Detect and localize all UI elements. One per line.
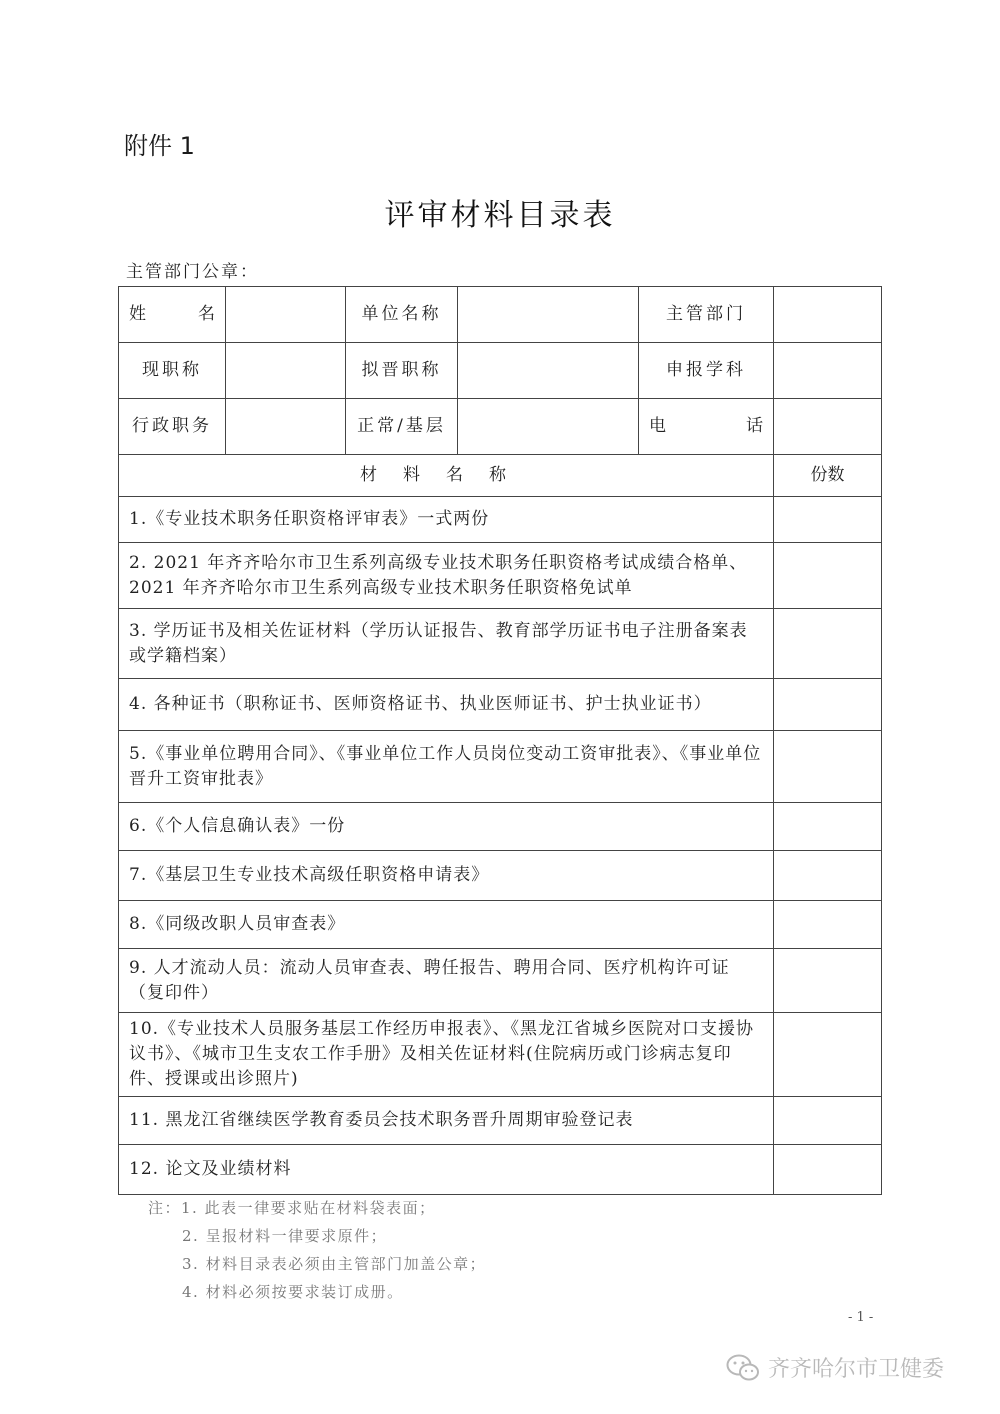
notes (148, 1194, 486, 1306)
current-title-label: 现职称 (119, 343, 226, 399)
table-row (119, 901, 882, 949)
copies-cell[interactable] (774, 731, 882, 803)
admin-post-value[interactable] (226, 399, 346, 455)
material-item: 1.《专业技术职务任职资格评审表》一式两份 (119, 497, 774, 543)
unit-name-label: 单位名称 (346, 287, 458, 343)
table-row (119, 851, 882, 901)
table-row (119, 1097, 882, 1145)
phone-value[interactable] (774, 399, 882, 455)
copies-cell[interactable] (774, 1013, 882, 1097)
copies-cell[interactable] (774, 1145, 882, 1195)
material-item: 9. 人才流动人员：流动人员审查表、聘任报告、聘用合同、医疗机构许可证（复印件） (119, 949, 774, 1013)
proposed-title-value[interactable] (458, 343, 639, 399)
materials-table (118, 286, 882, 1195)
note-line: 注：1. 此表一律要求贴在材料袋表面； (148, 1199, 436, 1217)
table-row (119, 497, 882, 543)
watermark-text: 齐齐哈尔市卫健委 (768, 1357, 945, 1382)
copies-cell[interactable] (774, 1097, 882, 1145)
table-row (119, 543, 882, 609)
table-row (119, 609, 882, 679)
material-item: 2. 2021 年齐齐哈尔市卫生系列高级专业技术职务任职资格考试成绩合格单、2021 年齐齐哈尔市卫生系列高级专业技术职务任职资格免试单 (119, 543, 774, 609)
supervising-dept-value[interactable] (774, 287, 882, 343)
supervising-dept-label: 主管部门 (639, 287, 774, 343)
copies-cell[interactable] (774, 851, 882, 901)
table-row (119, 1013, 882, 1097)
material-item: 8.《同级改职人员审查表》 (119, 901, 774, 949)
material-item: 3. 学历证书及相关佐证材料（学历认证报告、教育部学历证书电子注册备案表或学籍档案） (119, 609, 774, 679)
name-value[interactable] (226, 287, 346, 343)
table-row (119, 803, 882, 851)
current-title-value[interactable] (226, 343, 346, 399)
category-label: 正常/基层 (346, 399, 458, 455)
page-number: - 1 - (848, 1310, 874, 1325)
material-item: 7.《基层卫生专业技术高级任职资格申请表》 (119, 851, 774, 901)
material-item: 12. 论文及业绩材料 (119, 1145, 774, 1195)
material-item: 6.《个人信息确认表》一份 (119, 803, 774, 851)
watermark (726, 1352, 944, 1383)
note-line: 4. 材料必须按要求装订成册。 (182, 1283, 404, 1301)
attachment-label: 附件 1 (124, 132, 195, 160)
table-row (119, 1145, 882, 1195)
category-value[interactable] (458, 399, 639, 455)
copies-cell[interactable] (774, 497, 882, 543)
proposed-title-label: 拟晋职称 (346, 343, 458, 399)
note-line: 3. 材料目录表必须由主管部门加盖公章； (182, 1255, 487, 1273)
copies-cell[interactable] (774, 949, 882, 1013)
copies-header: 份数 (774, 455, 882, 497)
name-label: 姓 名 (119, 287, 226, 343)
note-line: 2. 呈报材料一律要求原件； (182, 1227, 388, 1245)
discipline-value[interactable] (774, 343, 882, 399)
copies-cell[interactable] (774, 679, 882, 731)
copies-cell[interactable] (774, 803, 882, 851)
table-row (119, 679, 882, 731)
copies-cell[interactable] (774, 609, 882, 679)
material-item: 10.《专业技术人员服务基层工作经历申报表》、《黑龙江省城乡医院对口支援协议书》、《城市卫生支农工作手册》及相关佐证材料(住院病历或门诊病志复印件、授课或出诊照片) (119, 1013, 774, 1097)
info-row (119, 287, 882, 343)
info-row (119, 343, 882, 399)
unit-name-value[interactable] (458, 287, 639, 343)
admin-post-label: 行政职务 (119, 399, 226, 455)
seal-label: 主管部门公章： (126, 262, 259, 282)
copies-cell[interactable] (774, 901, 882, 949)
notes-prefix: 注： (148, 1199, 182, 1217)
table-row (119, 731, 882, 803)
discipline-label: 申报学科 (639, 343, 774, 399)
info-row (119, 399, 882, 455)
phone-label: 电 话 (639, 399, 774, 455)
material-item: 11. 黑龙江省继续医学教育委员会技术职务晋升周期审验登记表 (119, 1097, 774, 1145)
copies-cell[interactable] (774, 543, 882, 609)
material-item: 4. 各种证书（职称证书、医师资格证书、执业医师证书、护士执业证书） (119, 679, 774, 731)
page-title: 评审材料目录表 (384, 198, 616, 233)
wechat-icon (726, 1354, 760, 1382)
table-row (119, 949, 882, 1013)
materials-header: 材料名称 (119, 455, 774, 497)
table-header-row (119, 455, 882, 497)
material-item: 5.《事业单位聘用合同》、《事业单位工作人员岗位变动工资审批表》、《事业单位晋升工资审批表》 (119, 731, 774, 803)
